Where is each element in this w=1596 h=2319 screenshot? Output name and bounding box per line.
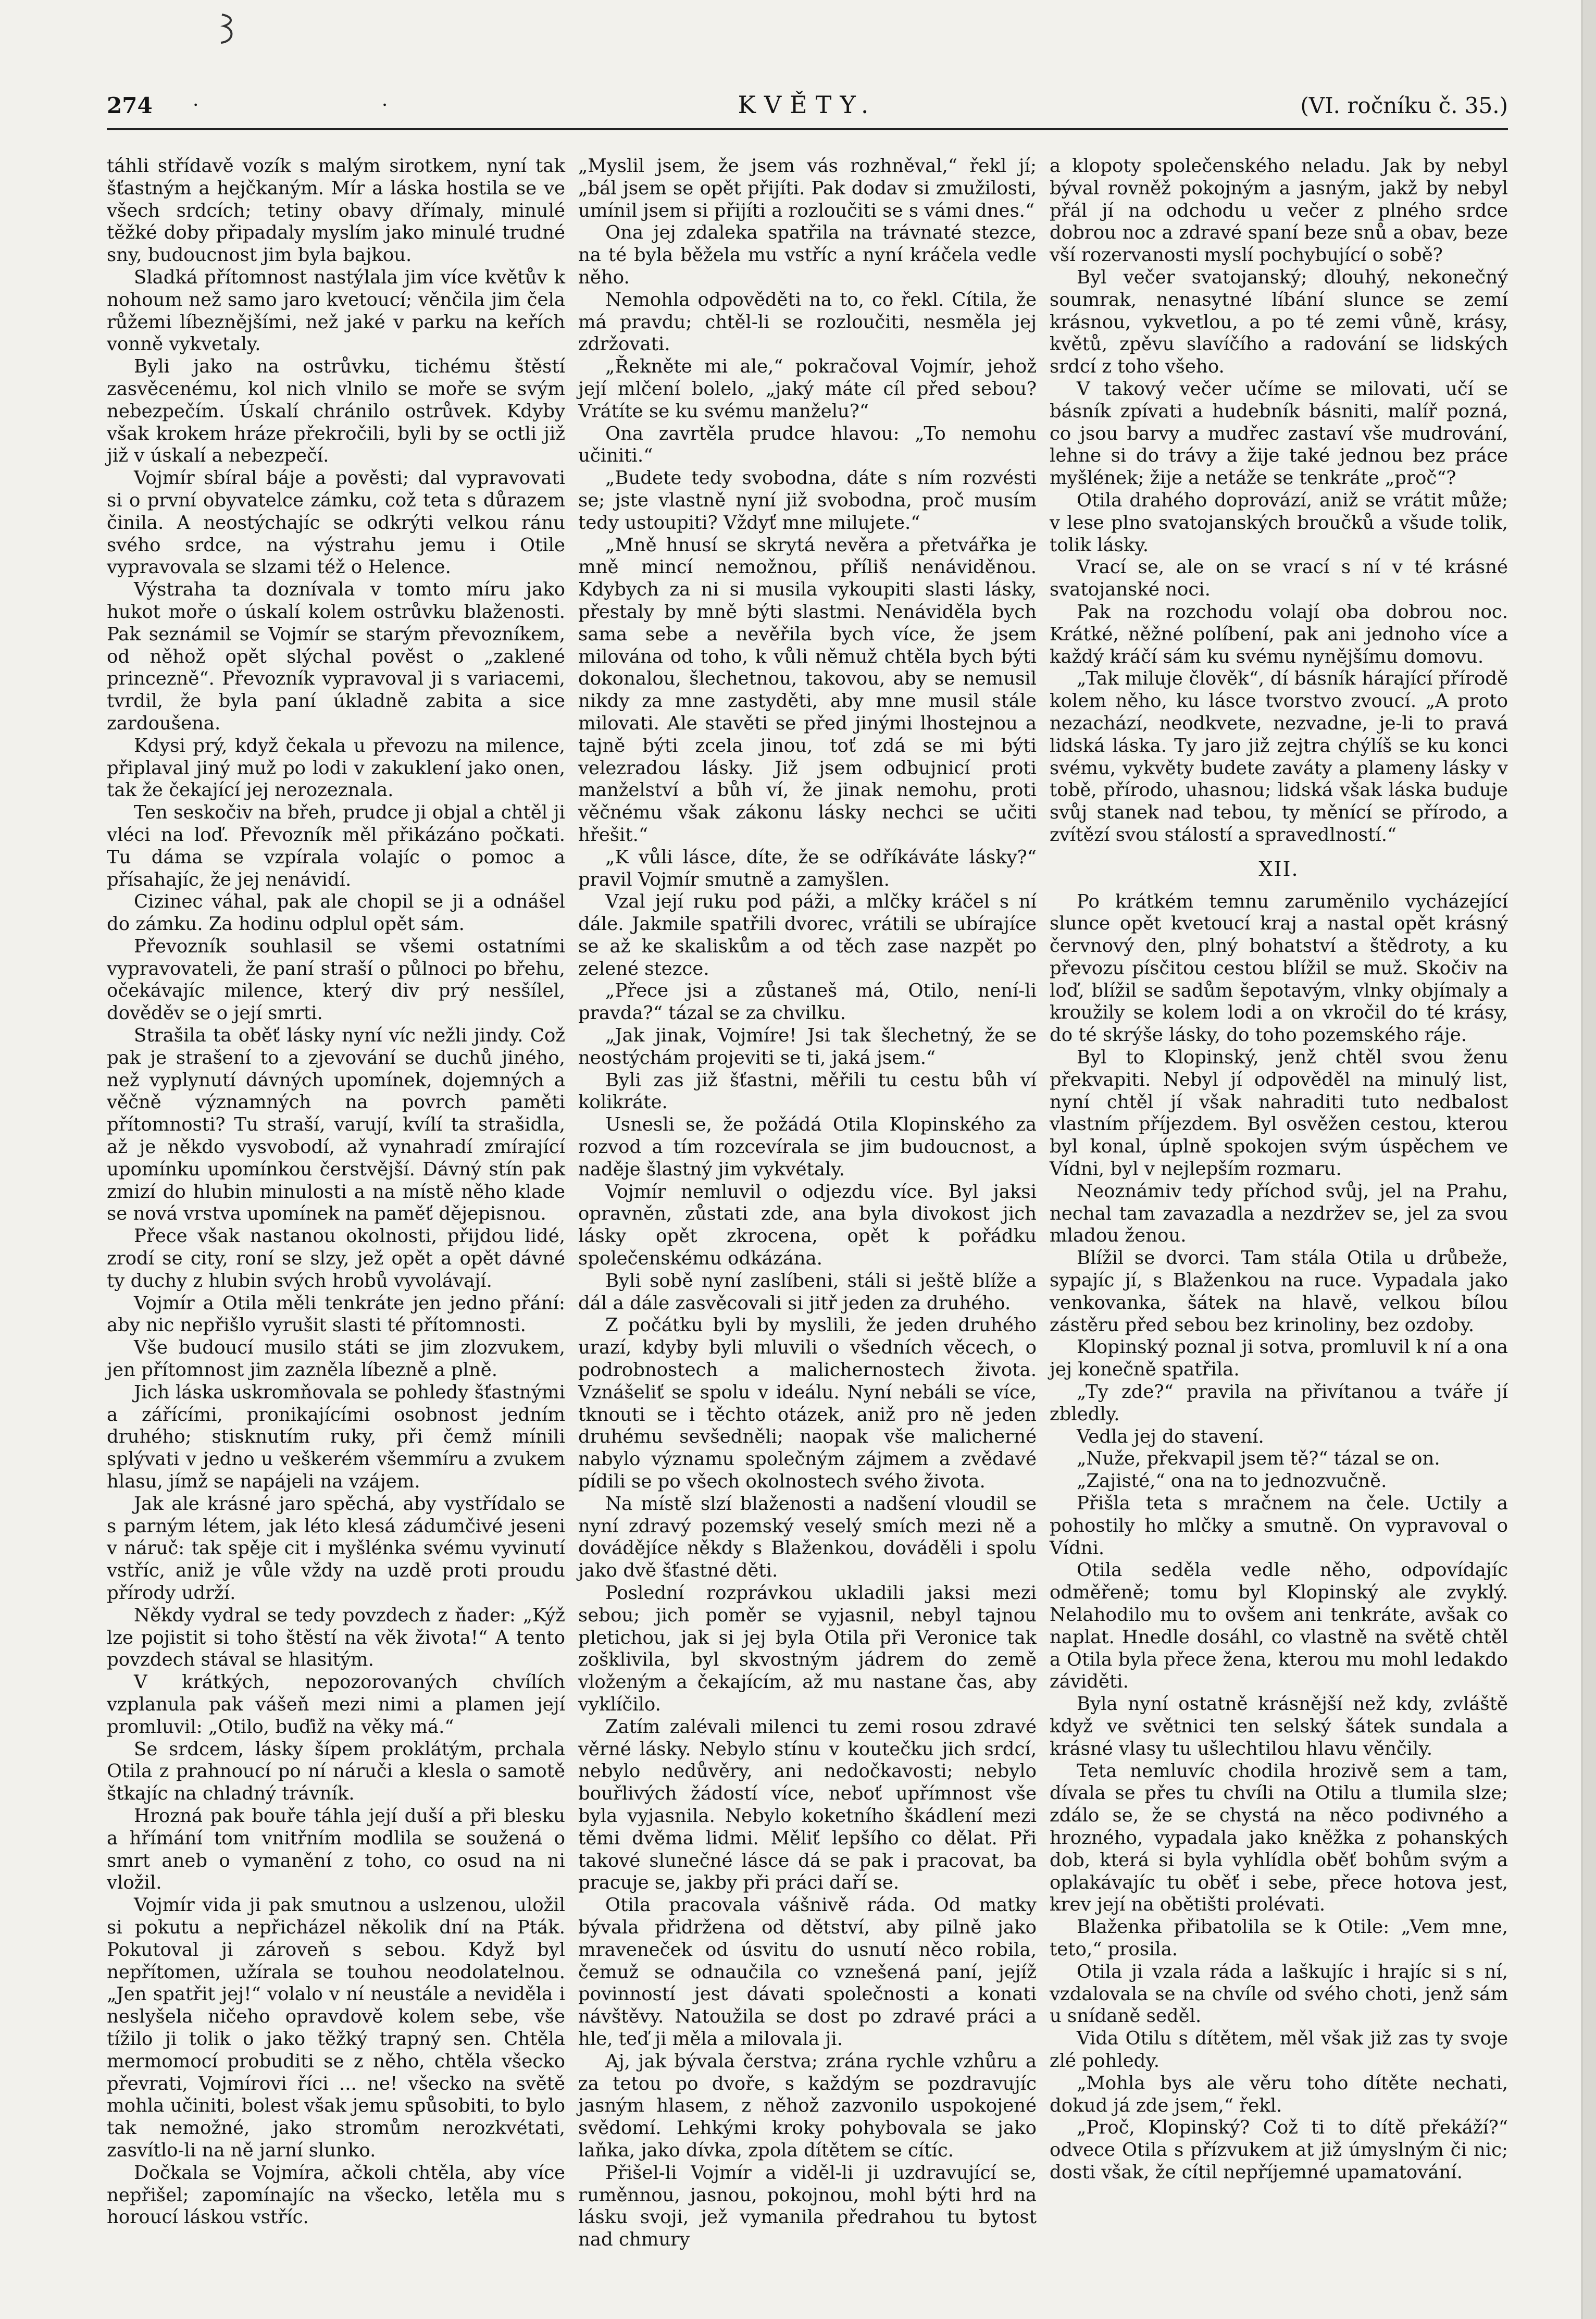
text-column-3 (1050, 155, 1508, 2184)
paragraph: „Proč, Klopinský? Což ti to dítě překáží?“ odvece Otila s přízvukem at již úmyslným či nic; dosti však, že cítil nepříjemné upamatování. (1050, 2117, 1508, 2183)
paragraph: Otila drahého doprovází, aniž se vrátit může; v lese plno svatojanských broučků a všude tolik, tolik lásky. (1050, 489, 1508, 556)
paragraph: a klopoty společenského neladu. Jak by nebyl býval rovněž pokojným a jasným, jakž by nebyl přál jí na odchodu u večer z plného srdce dobrou noc a zdravé spaní beze snů a obav, beze vší rozervanosti myslí pochybující o sobě? (1050, 155, 1508, 266)
paragraph: Byli jako na ostrůvku, tichému štěstí zasvěcenému, kol nich vlnilo se moře se svým nebezpečím. Úskalí chránilo ostrůvek. Kdyby však krokem hráze překročili, byli by se octli již již v úskalí a nebezpečí. (107, 356, 565, 467)
paragraph: Byli sobě nyní zaslíbeni, stáli si ještě blíže a dál a dále zasvěcovali si jitř jeden za druhého. (578, 1270, 1037, 1314)
paragraph: Ona zavrtěla prudce hlavou: „To nemohu učiniti.“ (578, 423, 1037, 467)
paragraph: Otila pracovala vášnivě ráda. Od matky bývala přidržena od dětství, aby pilně jako mraveneček od úsvitu do usnutí něco robila, čemuž se odnaučila co vznešená paní, jejíž povinností jest dávati společnosti a konati návštěvy. Natoužila se dost po zdravé práci a hle, teď ji měla a milovala ji. (578, 1894, 1037, 2050)
paragraph: táhli střídavě vozík s malým sirotkem, nyní tak šťastným a hejčkaným. Mír a láska hostila se ve všech srdcích; tetiny obavy dřímaly, minulé těžké doby připadaly myslím jako minulé trudné sny, budoucnost jim byla bajkou. (107, 155, 565, 266)
paragraph: Vzal její ruku pod páži, a mlčky kráčel s ní dále. Jakmile spatřili dvorec, vrátili se ubírajíce se až ke skaliskům a od těch zase nazpět po zelené stezce. (578, 891, 1037, 979)
paragraph: Pak na rozchodu volají oba dobrou noc. Krátké, něžné políbení, pak ani jednoho více a každý kráčí sám ku svému nynějšímu domovu. (1050, 601, 1508, 667)
page-header (107, 88, 1508, 124)
paragraph: Nemohla odpověděti na to, co řekl. Cítila, že má pravdu; chtěl-li se rozloučiti, nesměla jej zdržovati. (578, 289, 1037, 355)
paragraph: Otila seděla vedle něho, odpovídajíc odměřeně; tomu byl Klopinský ale zvyklý. Nelahodilo mu to ovšem ani tenkráte, avšak co naplat. Hnedle dosáhl, co vlastně na světě chtěl a Otila byla přece žena, kterou mu mohl ledakdo záviděti. (1050, 1559, 1508, 1693)
paragraph: Byla nyní ostatně krásnější než kdy, zvláště když ve světnici ten selský šátek sundala a krásné vlasy tu ušlechtilou hlavu věnčily. (1050, 1693, 1508, 1759)
paragraph: Blaženka přibatolila se k Otile: „Vem mne, teto,“ prosila. (1050, 1916, 1508, 1960)
paragraph: Zatím zalévali milenci tu zemi rosou zdravé věrné lásky. Nebylo stínu v koutečku jich srdcí, nebylo nedůvěry, ani nedočkavosti; nebylo bouřlivých žádostí více, neboť upřímnost vše byla vyjasnila. Nebylo koketního škádlení mezi těmi dvěma lidmi. Měliť lepšího co dělat. Při takové slunečné lásce dá se pak i pracovat, ba pracuje se, jakby při práci daří se. (578, 1716, 1037, 1894)
paragraph: „Přece jsi a zůstaneš má, Otilo, není-li pravda?“ tázal se za chvilku. (578, 980, 1037, 1024)
paragraph: Klopinský poznal ji sotva, promluvil k ní a ona jej konečně spatřila. (1050, 1336, 1508, 1381)
paragraph: „Mně hnusí se skrytá nevěra a přetvářka je mně mincí nemožnou, příliš nenáviděnou. Kdybych za ni si musila vykoupiti slasti lásky, přestaly by mně býti slastmi. Nenáviděla bych sama sebe a nevěřila bych více, že jsem milována od toho, k vůli němuž chtěla bych býti dokonalou, šlechetnou, takovou, aby se nemusil nikdy za mne zastyděti, aby mne musil stále milovati. Ale stavěti se před jinými lhostejnou a tajně býti zcela jinou, toť zdá se mi býti velezradou lásky. Již jsem odbujnicí proti manželství a bůh ví, že jinak nemohu, proti věčnému však zákonu lásky nechci se učiti hřešit.“ (578, 534, 1037, 846)
paragraph: Vedla jej do stavení. (1077, 1425, 1264, 1447)
section-heading: XII. (1258, 857, 1299, 881)
paragraph: „Jak jinak, Vojmíre! Jsi tak šlechetný, že se neostýchám projeviti se ti, jaká jsem.“ (578, 1025, 1037, 1069)
paragraph: „Nuže, překvapil jsem tě?“ tázal se on. (1077, 1448, 1440, 1470)
paragraph: V krátkých, nepozorovaných chvílích vzplanula pak vášeň mezi nimi a plamen její promluvil: „Otilo, buďiž na věky má.“ (107, 1671, 565, 1738)
paragraph: Výstraha ta doznívala v tomto míru jako hukot moře o úskalí kolem ostrůvku blaženosti. Pak seznámil se Vojmír se starým převozníkem, od něhož opět slýchal pověst o „zaklené princezně“. Převozník vypravoval ji s variacemi, tvrdil, že byla paní úkladně zabita a sice zardoušena. (107, 579, 565, 734)
paragraph: Hrozná pak bouře táhla její duší a při blesku a hřímání tom vnitřním modlila se soužená o smrt aneb o vymanění z toho, co osud na ni vložil. (107, 1805, 565, 1894)
paragraph: Sladká přítomnost nastýlala jim více květův k nohoum než samo jaro kvetoucí; věnčila jim čela růžemi líbeznějšími, než jaké v parku na keřích vonně vykvetaly. (107, 266, 565, 355)
paragraph: Ona jej zdaleka spatřila na trávnaté stezce, na té byla běžela mu vstříc a nyní kráčela vedle něho. (578, 222, 1037, 288)
paragraph: „Budete tedy svobodna, dáte s ním rozvésti se; jste vlastně nyní již svobodna, proč musím tedy ustoupiti? Vždyť mne milujete.“ (578, 467, 1037, 534)
paragraph: Vše budoucí musilo státi se jim zlozvukem, jen přítomnost jim zazněla líbezně a plně. (107, 1337, 565, 1381)
paragraph: Usnesli se, že požádá Otila Klopinského za rozvod a tím rozcevírala se jim budoucnost, a naděje šlastný jim vykvétaly. (578, 1114, 1037, 1180)
volume-info: (VI. ročníku č. 35.) (1300, 93, 1508, 118)
paragraph: „Řekněte mi ale,“ pokračoval Vojmír, jehož její mlčení bolelo, „jaký máte cíl před sebou? Vrátíte se ku svému manželu?“ (578, 356, 1037, 422)
paragraph: Ten seskočiv na břeh, prudce ji objal a chtěl ji vléci na loď. Převozník měl přikázáno počkati. Tu dáma se vzpírala volajíc o pomoc a přísahajíc, že jej nenávidí. (107, 802, 565, 890)
paragraph: Přišla teta s mračnem na čele. Uctily a pohostily ho mlčky a smutně. On vypravoval o Vídni. (1050, 1493, 1508, 1559)
paragraph: Kdysi prý, když čekala u převozu na milence, připlaval jiný muž po lodi v zakuklení jako onen, tak že čekající jej nerozeznala. (107, 735, 565, 801)
paragraph: Se srdcem, lásky šípem proklátým, prchala Otila z prahnoucí po ní náruči a klesla o samotě štkajíc na chladný trávník. (107, 1738, 565, 1805)
paragraph: Přišel-li Vojmír a viděl-li ji uzdravující se, ruměnnou, jasnou, pokojnou, mohl býti hrd na lásku svoji, jež vymanila předrahou tu bytost nad chmury (578, 2162, 1037, 2251)
header-rule (107, 128, 1508, 130)
text-column-1 (107, 155, 565, 2229)
paragraph: „Zajisté,“ ona na to jednozvučně. (1077, 1470, 1387, 1492)
paragraph: Z počátku byli by myslili, že jeden druhého urazí, kdyby byli mluvili o všedních věcech, o podrobnostech a malichernostech života. Vznášeliť se spolu v ideálu. Nyní nebáli se více, tknouti se i těchto otázek, aniž pro ně jeden druhému sevšedněli; naopak vše malicherné nabylo významu společným zájmem a zvědavé pídili se po všech okolnostech svého života. (578, 1314, 1037, 1493)
paragraph: Jak ale krásné jaro spěchá, aby vystřídalo se s parným létem, jak léto klesá zádumčivé jeseni v náruč: tak spěje cit i myšlénka svému vyvinutí vstříc, aniž je vůle vždy na uzdě proti proudu přírody udrží. (107, 1493, 565, 1604)
paragraph: Strašila ta oběť lásky nyní víc nežli jindy. Což pak je strašení to a zjevování se duchů jiného, než vyplynutí dávných upomínek, dojemných a věčně významných na povrch paměti přítomnosti? Tu straší, varují, kvílí ta strašidla, až je někdo vysvobodí, až vynahradí zmírající upomínku upomínkou čerstvější. Dávný stín pak zmizí do hlubin minulosti a na místě něho klade se nová vrstva upomínek na paměť dějepisnou. (107, 1025, 565, 1225)
paragraph: Přece však nastanou okolnosti, přijdou lidé, zrodí se city, roní se slzy, jež opět a opět dávné ty duchy z hlubin svých hrobů vyvolávají. (107, 1225, 565, 1292)
page-edge (1581, 0, 1596, 2319)
paragraph: Vida Otilu s dítětem, měl však již zas ty svoje zlé pohledy. (1050, 2028, 1508, 2072)
journal-title: KVĚTY. (738, 91, 877, 119)
paragraph: Neoznámiv tedy příchod svůj, jel na Prahu, nechal tam zavazadla a nezdržev se, jel za svou mladou ženou. (1050, 1180, 1508, 1247)
text-column-2 (578, 155, 1037, 2251)
paragraph: Poslední rozprávkou ukladili jaksi mezi sebou; jich poměr se vyjasnil, nebyl tajnou pletichou, jak si jej byla Otila při Veronice tak zošklivila, byl skvostným jádrem do země vloženým a čekajícím, až mu nastane čas, aby vyklíčilo. (578, 1582, 1037, 1715)
paragraph: Byli zas již šťastni, měřili tu cestu bůh ví kolikráte. (578, 1069, 1037, 1113)
paragraph: Vrací se, ale on se vrací s ní v té krásné svatojanské noci. (1050, 556, 1508, 601)
paragraph: Dočkala se Vojmíra, ačkoli chtěla, aby více nepřišel; zapomínajíc na všecko, letěla mu s horoucí láskou vstříc. (107, 2162, 565, 2228)
paragraph: Vojmír sbíral báje a pověsti; dal vypravovati si o první obyvatelce zámku, což teta s důrazem činila. A neostýchajíc se odkrýti velkou ránu svého srdce, na výstrahu jemu i Otile vypravovala se slzami též o Helence. (107, 467, 565, 578)
paragraph: Někdy vydral se tedy povzdech z ňader: „Kýž lze pojistit si toho štěstí na věk života!“ A tento povzdech stával se hlasitým. (107, 1604, 565, 1671)
page-number: 274 (107, 93, 153, 118)
paragraph: Byl večer svatojanský; dlouhý, nekonečný soumrak, nenasytné líbání slunce se zemí krásnou, vykvetlou, a po té zemi vůně, krásy, květů, zpěvu slavíčího a radování se lidských srdcí z toho všeho. (1050, 266, 1508, 378)
paragraph: Po krátkém temnu zaruměnilo vycházející slunce opět kvetoucí kraj a nastal opět krásný červnový den, plný bohatství a štědroty, a ku převozu písčitou cestou blížil se muž. Skočiv na loď, blížil se sadům šepotavým, vlnky objímaly a kroužily se kolem lodi a on vkročil do té krásy, do té skrýše lásky, do toho pozemského ráje. (1050, 890, 1508, 1046)
paragraph: „Ty zde?“ pravila na přivítanou a tváře jí zbledly. (1050, 1381, 1508, 1425)
paragraph: Jich láska uskromňovala se pohledy šťastnými a zářícími, pronikajícími osobnost jedním druhého; stisknutím ruky, při čemž mínili splývati v jedno u veškerém všemmíru a zvukem hlasu, jímž se napájeli na vzájem. (107, 1381, 565, 1493)
paragraph: „Tak miluje člověk“, dí básník hárající přírodě kolem něho, ku lásce tvorstvo zvoucí. „A proto nezachází, neodkvete, nezvadne, je-li to pravá lidská láska. Ty jaro již zejtra chýlíš se ku konci svému, vykvěty budete zaváty a plameny lásky v tobě, přírodo, uhasnou; lidská však láska buduje svůj stanek nad tebou, ty měnící se přírodo, a zvítězí svou stálostí a spravedlností.“ (1050, 668, 1508, 846)
paragraph: Otila ji vzala ráda a laškujíc i hrajíc si s ní, vzdalovala se na chvíle od svého choti, jenž sám u snídaně seděl. (1050, 1961, 1508, 2027)
paragraph: „Myslil jsem, že jsem vás rozhněval,“ řekl jí; „bál jsem se opět přijíti. Pak dodav si zmužilosti, umínil jsem si přijíti a rozloučiti se s vámi dnes.“ (578, 155, 1037, 221)
paragraph: Vojmír vida ji pak smutnou a uslzenou, uložil si pokutu a nepřicházel několik dní na Pták. Pokutoval ji zároveň s sebou. Když byl nepřítomen, užírala se touhou neodolatelnou. „Jen spatřit jej!“ volalo v ní neustále a neviděla i neslyšela ničeho opravdově kolem sebe, vše tížilo ji tolik o jako těžký trapný sen. Chtěla mermomocí probuditi se z něho, chtěla všecko převrati, Vojmírovi říci ... ne! všecko na světě mohla učiniti, bolest však jemu spůsobiti, to bylo tak nemožné, jako stromům nerozkvétati, zasvítlo-li na ně jarní slunko. (107, 1894, 565, 2161)
paragraph: Byl to Klopinský, jenž chtěl svou ženu překvapiti. Nebyl jí odpověděl na minulý list, nyní chtěl jí však nahraditi tuto nedbalost vlastním příjezdem. Byl osvěžen cestou, kterou byl konal, úplně spokojen svým úspěchem ve Vídni, byl v nejlepším rozmaru. (1050, 1047, 1508, 1180)
header-dots: · · (193, 95, 477, 116)
paragraph: V takový večer učíme se milovati, učí se básník zpívati a hudebník básniti, malíř pozná, co jsou barvy a mudřec zastaví vše mudrování, lehne si do trávy a žije také jednou bez práce myšlének; žije a netáže se tenkráte „proč“? (1050, 378, 1508, 489)
paragraph: Vojmír nemluvil o odjezdu více. Byl jaksi opravněn, zůstati zde, ana byla divokost jich lásky opět zkrocena, opět k pořádku společenskému odkázána. (578, 1181, 1037, 1270)
paragraph: „K vůli lásce, díte, že se odříkáváte lásky?“ pravil Vojmír smutně a zamyšlen. (578, 846, 1037, 890)
paragraph: Převozník souhlasil se všemi ostatními vypravovateli, že paní straší o půlnoci po břehu, očekávajíc milence, který div prý nesšílel, dověděv se o její smrti. (107, 935, 565, 1024)
paragraph: Aj, jak bývala čerstva; zrána rychle vzhůru a za tetou po dvoře, s každým se pozdravujíc jasným hlasem, z něhož zazvonilo uspokojené svědomí. Lehkými kroky pohybovala se jako laňka, jako dívka, zpola dítětem se cítíc. (578, 2050, 1037, 2161)
paragraph: Teta nemluvíc chodila hrozivě sem a tam, dívala se přes tu chvíli na Otilu a tlumila slze; zdálo se, že se chystá na něco podivného a hrozného, vypadala jako kněžka z pohanských dob, která si byla vyhlídla oběť bohům svým a oplakávajíc tu oběť i sebe, přece hotova jest, krev její na obětišti prolévati. (1050, 1760, 1508, 1916)
paragraph: Vojmír a Otila měli tenkráte jen jedno přání: aby nic nepřišlo vyrušit slasti té přítomnosti. (107, 1292, 565, 1336)
paragraph: „Mohla bys ale věru toho dítěte nechati, dokud já zde jsem,“ řekl. (1050, 2072, 1508, 2116)
paragraph: Blížil se dvorci. Tam stála Otila u drůbeže, sypajíc jí, s Blaženkou na ruce. Vypadala jako venkovanka, šátek na hlavě, velkou bílou zástěru před sebou bez krinoliny, bez ozdoby. (1050, 1247, 1508, 1336)
pencil-mark (218, 11, 239, 53)
paragraph: Na místě slzí blaženosti a nadšení vloudil se nyní zdravý pozemský veselý smích mezi ně a dovádějíce někdy s Blaženkou, dováděli i spolu jako dvě šťastné děti. (578, 1493, 1037, 1582)
paragraph: Cizinec váhal, pak ale chopil se ji a odnášel do zámku. Za hodinu odplul opět sám. (107, 891, 565, 935)
